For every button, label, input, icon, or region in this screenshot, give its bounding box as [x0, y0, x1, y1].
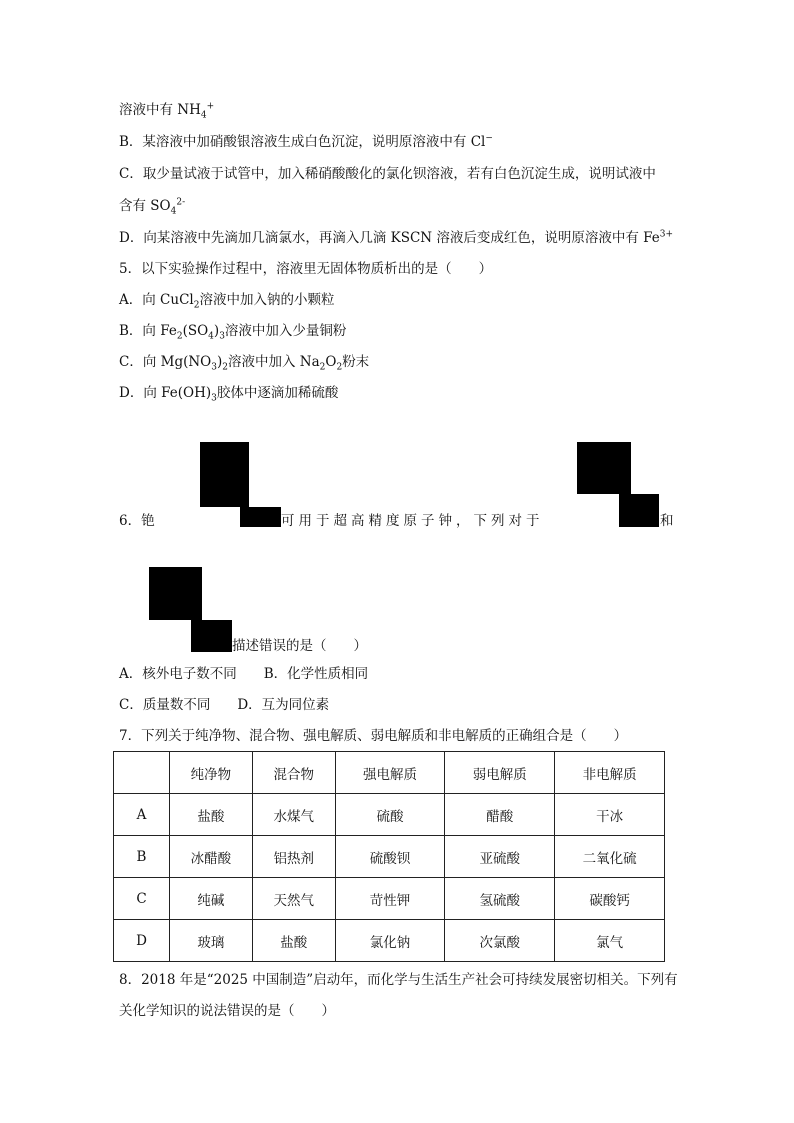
table-cell: 干冰: [555, 794, 665, 836]
q7-table: [113, 751, 665, 962]
q5-a-pre: A．向 CuCl: [119, 292, 194, 308]
redacted-isotope-image-2: [577, 442, 631, 494]
q5-option-c: [119, 352, 369, 372]
q6-options-line1: A．核外电子数不同 B．化学性质相同: [119, 666, 369, 682]
q4-a-sup: +: [206, 101, 215, 112]
q5-a-sub: 2: [193, 300, 200, 311]
q4-d-text: D．向某溶液中先滴加几滴氯水，再滴入几滴 KSCN 溶液后变成红色，说明原溶液中有 Fe: [119, 230, 660, 246]
table-header-cell: 混合物: [252, 752, 335, 794]
q4-c2-sub: 4: [170, 206, 177, 217]
table-header-cell: 弱电解质: [445, 752, 555, 794]
q5-d-pre: D．向 Fe(OH): [119, 385, 212, 401]
table-cell: C: [114, 878, 170, 920]
q7-stem: 7．下列关于纯净物、混合物、强电解质、弱电解质和非电解质的正确组合是（ ）: [119, 728, 628, 744]
q5-b-sub3: 3: [219, 331, 225, 342]
table-header-cell: [114, 752, 170, 794]
q5-b-sub2: 4: [208, 331, 214, 342]
table-cell: 亚硫酸: [445, 836, 555, 878]
table-cell: 冰醋酸: [170, 836, 253, 878]
q5-b-sub1: 2: [176, 331, 183, 342]
table-cell: 醋酸: [445, 794, 555, 836]
q4-option-c-line2: [119, 196, 185, 216]
table-cell: A: [114, 794, 170, 836]
q5-option-a: [119, 290, 334, 310]
q5-c-mid: ): [216, 354, 223, 370]
q6-mid-text: 可用于超高精度原子钟，下列对于: [281, 513, 544, 529]
q4-option-b: [119, 132, 493, 152]
q6-and: 和: [660, 513, 674, 529]
q4-a-text: 溶液中有 NH: [119, 102, 201, 118]
q5-option-b: [119, 321, 346, 341]
table-cell: 纯碱: [170, 878, 253, 920]
q4-b-text: B．某溶液中加硝酸银溶液生成白色沉淀，说明原溶液中有 Cl: [119, 134, 486, 150]
table-cell: 氯气: [555, 920, 665, 962]
table-row: [114, 836, 665, 878]
table-cell: 二氧化硫: [555, 836, 665, 878]
q5-c-post1: 溶液中加入 Na: [227, 354, 320, 370]
q5-c-sub4: 2: [336, 362, 343, 373]
q4-b-sup: −: [485, 133, 493, 144]
redacted-isotope-image-2-sub: [619, 494, 659, 527]
table-header-cell: 强电解质: [335, 752, 445, 794]
table-header-cell: 纯净物: [170, 752, 253, 794]
q5-d-post: 胶体中逐滴加稀硫酸: [216, 385, 339, 401]
table-cell: 碳酸钙: [555, 878, 665, 920]
q4-c2-text: 含有 SO: [119, 198, 171, 214]
table-header-row: [114, 752, 665, 794]
table-cell: 铝热剂: [252, 836, 335, 878]
q6-lead: 6．铯: [119, 513, 155, 529]
table-cell: 硫酸钡: [335, 836, 445, 878]
table-cell: 氢硫酸: [445, 878, 555, 920]
table-cell: 氯化钠: [335, 920, 445, 962]
q8-line2: 关化学知识的说法错误的是（ ）: [119, 1003, 335, 1019]
q4-c2-sup: 2-: [176, 197, 186, 208]
q5-b-mid: (SO: [182, 323, 209, 339]
table-header-cell: 非电解质: [555, 752, 665, 794]
q5-c-post2: O: [325, 354, 337, 370]
redacted-isotope-image-1-sub: [240, 507, 281, 527]
redacted-isotope-image-1: [200, 442, 249, 507]
q5-c-sub2: 2: [222, 362, 228, 373]
q4-option-d: [119, 228, 673, 248]
q4-d-sup: 3+: [659, 229, 674, 240]
table-cell: 玻璃: [170, 920, 253, 962]
q5-b-pre: B．向 Fe: [119, 323, 177, 339]
q5-d-sub: 3: [211, 393, 217, 404]
table-cell: D: [114, 920, 170, 962]
q5-option-d: [119, 383, 338, 403]
table-row: [114, 794, 665, 836]
q5-stem: 5．以下实验操作过程中，溶液里无固体物质析出的是（ ）: [119, 261, 493, 277]
table-cell: B: [114, 836, 170, 878]
q6-tail: 描述错误的是（ ）: [232, 638, 367, 654]
table-cell: 盐酸: [170, 794, 253, 836]
table-cell: 次氯酸: [445, 920, 555, 962]
q5-c-post3: 粉末: [342, 354, 370, 370]
table-cell: 天然气: [252, 878, 335, 920]
q8-line1: 8．2018 年是“2025 中国制造”启动年，而化学与生活生产社会可持续发展密切相关。下列有: [119, 972, 678, 988]
redacted-isotope-image-3: [149, 567, 202, 620]
q4-option-a-tail: [119, 100, 214, 120]
q6-options-line2: C．质量数不同 D．互为同位素: [119, 697, 330, 713]
table-cell: 硫酸: [335, 794, 445, 836]
table-row: [114, 920, 665, 962]
q5-c-sub1: 3: [211, 362, 217, 373]
table-cell: 水煤气: [252, 794, 335, 836]
q5-b-post: 溶液中加入少量铜粉: [224, 323, 347, 339]
q4-a-sub: 4: [200, 110, 207, 121]
table-row: [114, 878, 665, 920]
q4-option-c-line1: C．取少量试液于试管中，加入稀硝酸酸化的氯化钡溶液，若有白色沉淀生成，说明试液中: [119, 166, 656, 182]
table-cell: 盐酸: [252, 920, 335, 962]
q5-a-post: 溶液中加入钠的小颗粒: [199, 292, 335, 308]
q5-c-pre: C．向 Mg(NO: [119, 354, 212, 370]
q5-c-sub3: 2: [319, 362, 326, 373]
q5-b-mid2: ): [213, 323, 220, 339]
table-cell: 苛性钾: [335, 878, 445, 920]
redacted-isotope-image-3-sub: [191, 620, 232, 652]
